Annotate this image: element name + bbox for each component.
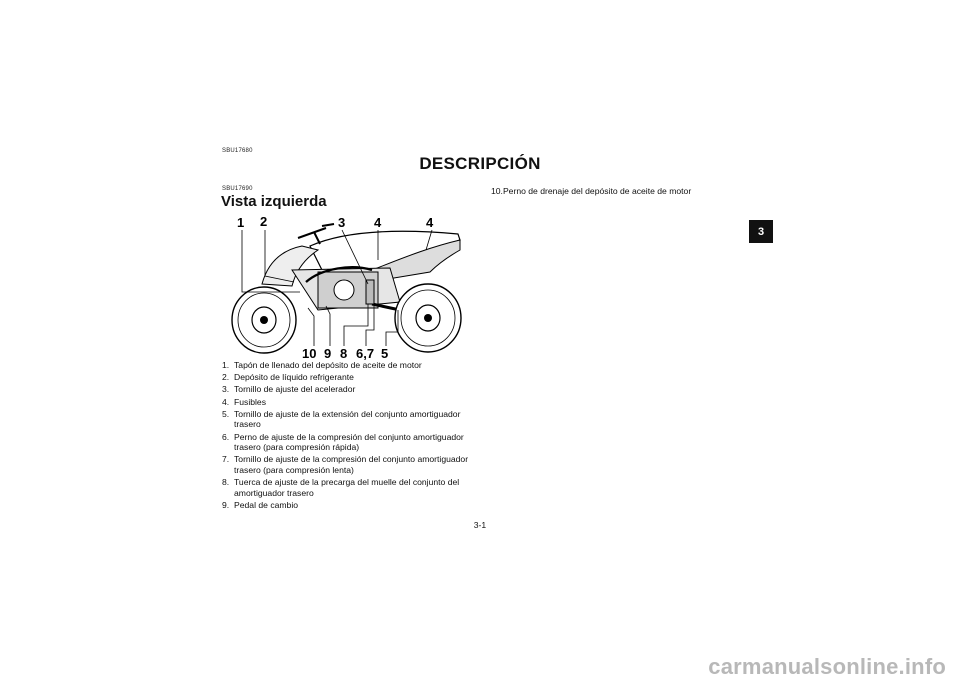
front-wheel (232, 287, 296, 353)
caption-item (222, 432, 470, 453)
callout-10: 10 (302, 346, 317, 360)
caption-number: 6. (222, 431, 230, 442)
callout-8: 8 (340, 346, 348, 360)
caption-item (222, 372, 470, 383)
caption-text: Tornillo de ajuste de la compresión del conjunto amortiguador trasero (para compresión lenta) (234, 454, 469, 475)
caption-text: Tapón de llenado del depósito de aceite de motor (234, 360, 422, 370)
callout-6-7: 6,7 (356, 346, 375, 360)
caption-text: Tuerca de ajuste de la precarga del muelle del conjunto del amortiguador trasero (234, 477, 460, 498)
callout-5: 5 (381, 346, 389, 360)
caption-number: 8. (222, 477, 230, 488)
caption-text: Fusibles (234, 396, 266, 407)
caption-number: 1. (222, 360, 230, 370)
atv-left-view-illustration (222, 210, 466, 360)
caption-number: 5. (222, 408, 230, 419)
caption-item-10 (491, 186, 691, 196)
subsection-code: SBU17690 (222, 186, 253, 192)
callout-9: 9 (324, 346, 332, 360)
caption-item (222, 409, 470, 430)
caption-number: 7. (222, 454, 230, 465)
engine-cover (334, 280, 354, 300)
chapter-tab: 3 (749, 220, 773, 243)
caption-text: Pedal de cambio (234, 499, 299, 510)
callout-3: 3 (338, 215, 346, 230)
page-number: 3-1 (473, 520, 487, 530)
callout-1: 1 (237, 215, 245, 230)
watermark: carmanualsonline.info (708, 654, 946, 679)
caption-number: 4. (222, 396, 230, 407)
caption-number: 10. (491, 186, 503, 196)
subsection-title: Vista izquierda (221, 193, 327, 210)
rear-shock (366, 280, 374, 304)
caption-item (222, 477, 470, 498)
section-code: SBU17680 (222, 148, 253, 154)
caption-item (222, 397, 470, 408)
caption-number: 9. (222, 499, 230, 510)
caption-item (222, 384, 470, 395)
callout-4a: 4 (374, 215, 382, 230)
caption-text: Perno de ajuste de la compresión del conjunto amortiguador trasero (para compresión rápida) (234, 431, 464, 453)
caption-item (222, 360, 470, 371)
callout-2: 2 (260, 214, 268, 229)
caption-text: Perno de drenaje del depósito de aceite de motor (502, 186, 692, 196)
caption-item (222, 454, 470, 475)
caption-text: Depósito de líquido refrigerante (234, 372, 354, 383)
caption-text: Tornillo de ajuste de la extensión del conjunto amortiguador trasero (234, 408, 461, 430)
rear-wheel (395, 284, 461, 352)
callout-4b: 4 (426, 215, 434, 230)
caption-item (222, 500, 470, 511)
page-title: DESCRIPCIÓN (419, 154, 541, 173)
caption-text: Tornillo de ajuste del acelerador (234, 384, 356, 395)
caption-number: 2. (222, 372, 230, 383)
caption-number: 3. (222, 384, 230, 395)
caption-list (222, 360, 470, 512)
